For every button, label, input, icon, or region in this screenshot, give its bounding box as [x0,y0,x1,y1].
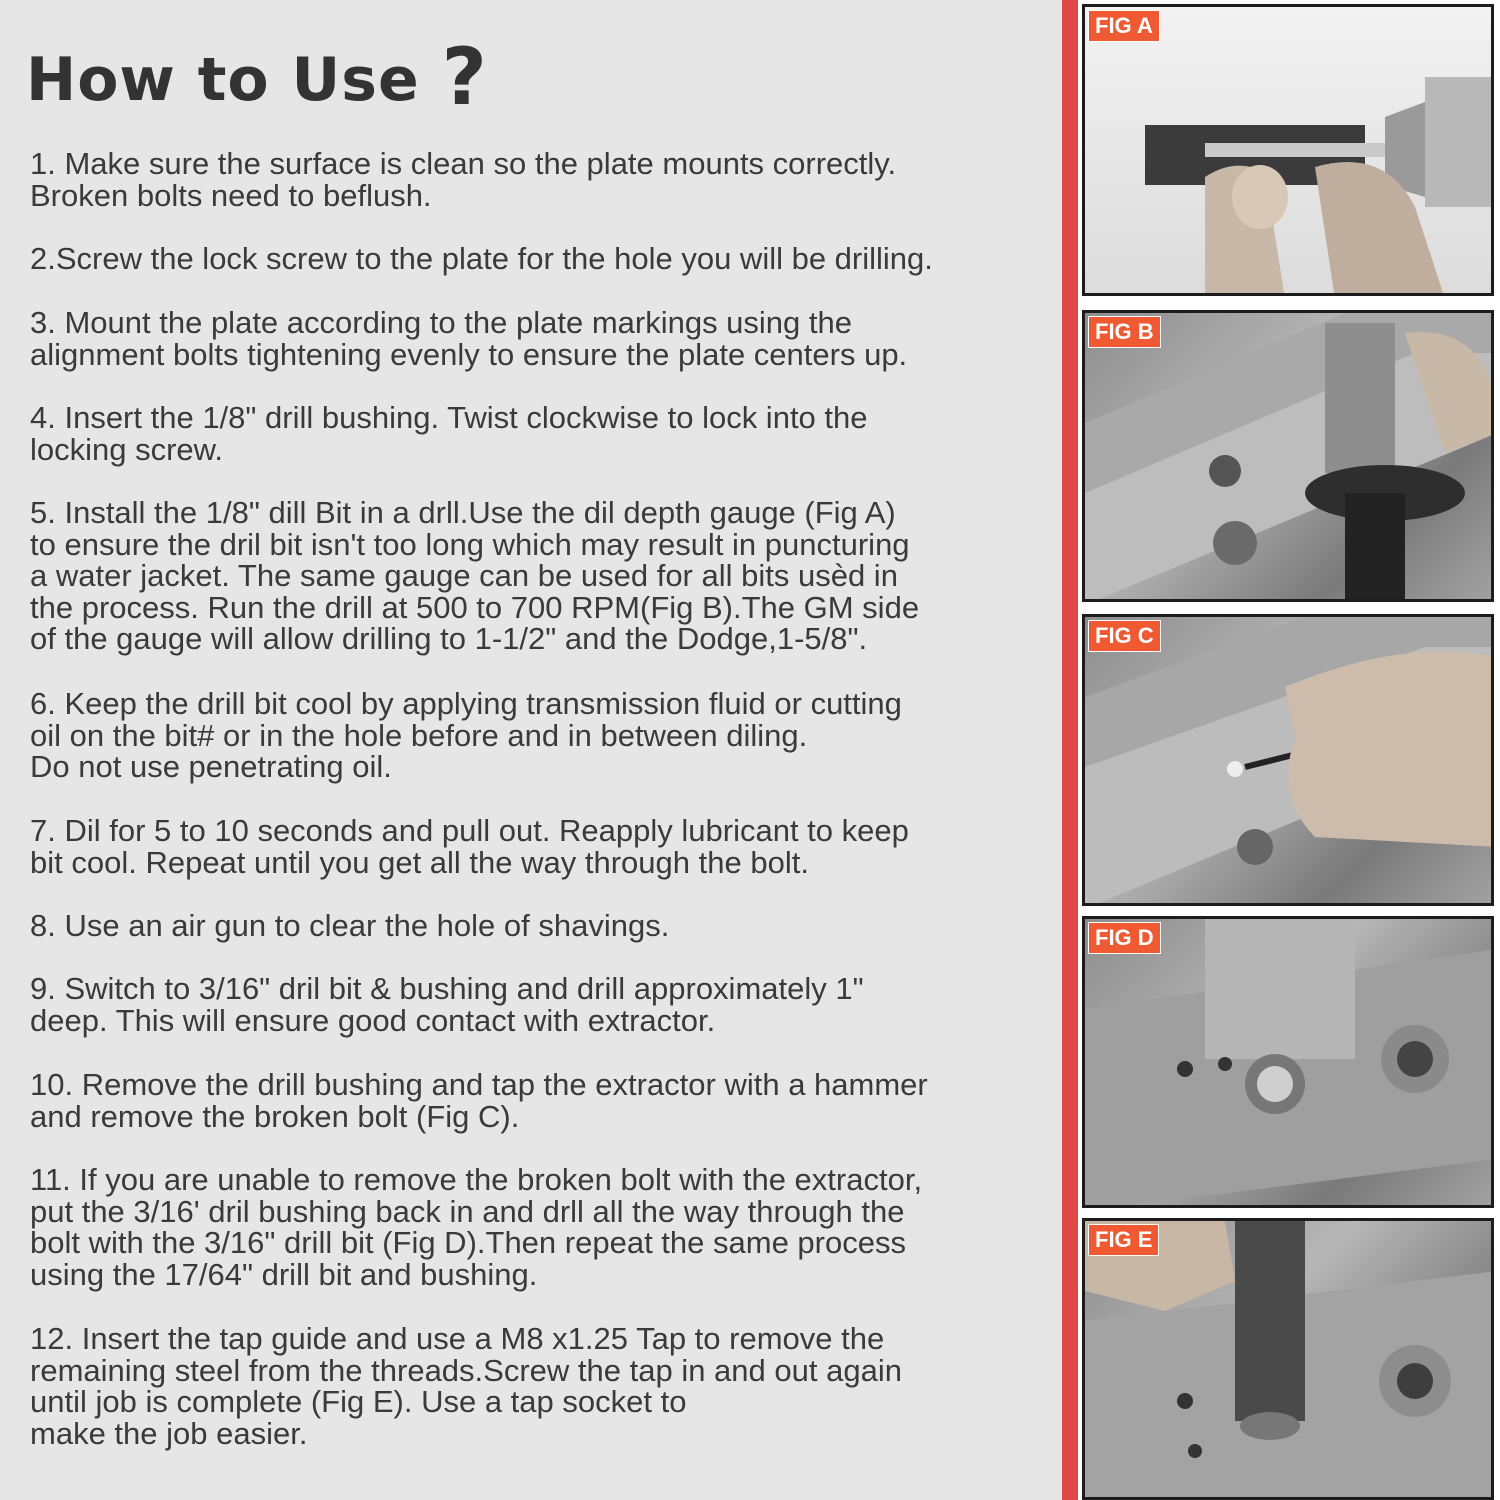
figure-e-illustration [1085,1221,1494,1500]
step-6: 6. Keep the drill bit cool by applying transmission fluid or cutting oil on the bit# or in the hole before and in between diling. Do not use penetrating oil. [30,686,902,784]
figure-e-label: FIG E [1088,1224,1159,1256]
figure-c-illustration [1085,617,1494,906]
step-3: 3. Mount the plate according to the plate markings using the alignment bolts tightening evenly to ensure the plate centers up. [30,305,908,372]
step-11: 11. If you are unable to remove the broken bolt with the extractor, put the 3/16' dril bushing back in and drll all the way through the bolt with the 3/16" drill bit (Fig D).Then repeat the same process using the 17/64" drill bit and bushing. [30,1162,923,1292]
figure-a-illustration [1085,7,1494,296]
figure-a-label: FIG A [1088,10,1160,42]
figure-d-illustration [1085,919,1494,1208]
figure-a [1082,4,1494,296]
figures-panel [1078,0,1500,1500]
accent-divider [1062,0,1078,1500]
title-text: How to Use [26,45,420,115]
step-12: 12. Insert the tap guide and use a M8 x1.25 Tap to remove the remaining steel from the threads.Screw the tap in and out again until job is complete (Fig E). Use a tap socket to make the job easier. [30,1321,902,1451]
figure-b-illustration [1085,313,1494,602]
step-9: 9. Switch to 3/16" dril bit & bushing and drill approximately 1" deep. This will ensure good contact with extractor. [30,971,864,1038]
step-1: 1. Make sure the surface is clean so the plate mounts correctly. Broken bolts need to beflush. [30,146,897,213]
figure-b [1082,310,1494,602]
figure-e [1082,1218,1494,1500]
step-5: 5. Install the 1/8" dill Bit in a drll.Use the dil depth gauge (Fig A) to ensure the dril bit isn't too long which may result in puncturing a water jacket. The same gauge can be used for all bits usèd in the process. Run the drill at 500 to 700 RPM(Fig B).The GM side of the gauge will allow drilling to 1-1/2" and the Dodge,1-5/8". [30,495,920,656]
figure-c [1082,614,1494,906]
step-2: 2.Screw the lock screw to the plate for the hole you will be drilling. [30,241,933,276]
title-question-mark: ? [441,33,488,123]
figure-c-label: FIG C [1088,620,1161,652]
figure-b-label: FIG B [1088,316,1161,348]
page-title [26,33,488,123]
step-8: 8. Use an air gun to clear the hole of shavings. [30,908,670,943]
figure-d-label: FIG D [1088,922,1161,954]
step-10: 10. Remove the drill bushing and tap the extractor with a hammer and remove the broken bolt (Fig C). [30,1067,928,1134]
figure-d [1082,916,1494,1208]
step-7: 7. Dil for 5 to 10 seconds and pull out. Reapply lubricant to keep bit cool. Repeat until you get all the way through the bolt. [30,813,909,880]
step-4: 4. Insert the 1/8" drill bushing. Twist clockwise to lock into the locking screw. [30,400,868,467]
